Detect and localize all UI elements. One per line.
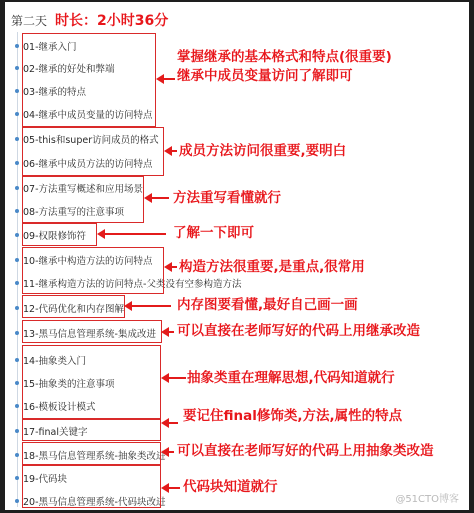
bullet-icon bbox=[15, 331, 19, 335]
outline-item[interactable] bbox=[15, 130, 159, 148]
outline-item-label: 10-继承中构造方法的访问特点 bbox=[23, 256, 153, 267]
outline-item[interactable] bbox=[15, 226, 86, 244]
outline-item-label: 20-黑马信息管理系统-代码块改进 bbox=[23, 497, 166, 508]
bullet-icon bbox=[15, 233, 19, 237]
bullet-icon bbox=[15, 404, 19, 408]
note-inheritance: 掌握继承的基本格式和特点(很重要) 继承中成员变量访问了解即可 bbox=[177, 49, 392, 84]
outline-item-label: 19-代码块 bbox=[23, 474, 68, 485]
outline-item[interactable] bbox=[15, 202, 124, 220]
bullet-icon bbox=[15, 306, 19, 310]
outline-item[interactable] bbox=[15, 446, 165, 464]
bullet-icon bbox=[15, 258, 19, 262]
note-final-keyword: 要记住final修饰类,方法,属性的特点 bbox=[183, 408, 403, 424]
outline-item[interactable] bbox=[15, 37, 77, 55]
day-label: 第二天 bbox=[11, 14, 48, 28]
arrow-left-icon bbox=[171, 266, 177, 268]
bullet-icon bbox=[15, 499, 19, 503]
note-inheritance-refactor: 可以直接在老师写好的代码上用继承改造 bbox=[177, 323, 420, 339]
note-memory-diagram: 内存图要看懂,最好自己画一画 bbox=[177, 297, 358, 313]
arrow-left-icon bbox=[168, 487, 180, 489]
outline-item-label: 08-方法重写的注意事项 bbox=[23, 207, 125, 218]
bullet-icon bbox=[15, 112, 19, 116]
outline-item-label: 13-黑马信息管理系统-集成改进 bbox=[23, 329, 156, 340]
page-title bbox=[11, 10, 168, 28]
arrow-left-icon bbox=[151, 197, 169, 199]
outline-item[interactable] bbox=[15, 397, 96, 415]
outline-item[interactable] bbox=[15, 179, 143, 197]
outline-item[interactable] bbox=[15, 422, 87, 440]
outline-item-label: 02-继承的好处和弊端 bbox=[23, 64, 115, 75]
bullet-icon bbox=[15, 381, 19, 385]
bullet-icon bbox=[15, 137, 19, 141]
note-member-methods: 成员方法访问很重要,要明白 bbox=[179, 143, 347, 159]
outline-item-label: 05-this和super访问成员的格式 bbox=[23, 135, 159, 146]
note-abstract-class: 抽象类重在理解思想,代码知道就行 bbox=[187, 370, 395, 386]
bullet-icon bbox=[15, 89, 19, 93]
outline-item[interactable] bbox=[15, 251, 153, 269]
note-constructor: 构造方法很重要,是重点,很常用 bbox=[179, 259, 365, 275]
outline-item[interactable] bbox=[15, 299, 124, 317]
outline-item[interactable] bbox=[15, 351, 86, 369]
outline-item[interactable] bbox=[15, 154, 153, 172]
outline-item[interactable] bbox=[15, 82, 86, 100]
outline-item-label: 16-模板设计模式 bbox=[23, 402, 96, 413]
bullet-icon bbox=[15, 453, 19, 457]
outline-item-label: 14-抽象类入门 bbox=[23, 356, 87, 367]
outline-item[interactable] bbox=[15, 324, 156, 342]
bullet-icon bbox=[15, 476, 19, 480]
outline-item[interactable] bbox=[15, 469, 67, 487]
arrow-left-icon bbox=[163, 78, 175, 80]
bullet-icon bbox=[15, 281, 19, 285]
notes-panel bbox=[5, 2, 469, 510]
note-access-modifier: 了解一下即可 bbox=[173, 225, 254, 241]
outline-item-label: 01-继承入门 bbox=[23, 42, 77, 53]
duration-label: 时长：2小时36分 bbox=[55, 13, 169, 29]
watermark-text: @51CTO博客 bbox=[395, 494, 459, 505]
note-abstract-refactor: 可以直接在老师写好的代码上用抽象类改造 bbox=[177, 443, 434, 459]
outline-item[interactable] bbox=[15, 374, 115, 392]
outline-item[interactable] bbox=[15, 59, 115, 77]
outline-item-label: 04-继承中成员变量的访问特点 bbox=[23, 110, 153, 121]
bullet-icon bbox=[15, 209, 19, 213]
arrow-left-icon bbox=[171, 150, 177, 152]
outline-item-label: 15-抽象类的注意事项 bbox=[23, 379, 115, 390]
outline-item[interactable] bbox=[15, 492, 165, 510]
bullet-icon bbox=[15, 358, 19, 362]
arrow-left-icon bbox=[168, 451, 174, 453]
outline-item-label: 06-继承中成员方法的访问特点 bbox=[23, 159, 153, 170]
outline-item[interactable] bbox=[15, 274, 241, 292]
outline-item-label: 11-继承构造方法的访问特点-父类没有空参构造方法 bbox=[23, 279, 242, 290]
bullet-icon bbox=[15, 186, 19, 190]
arrow-left-icon bbox=[168, 331, 174, 333]
arrow-left-icon bbox=[168, 422, 178, 424]
note-code-block: 代码块知道就行 bbox=[183, 479, 278, 495]
outline-item-label: 07-方法重写概述和应用场景 bbox=[23, 184, 144, 195]
bullet-icon bbox=[15, 429, 19, 433]
arrow-left-icon bbox=[168, 377, 186, 379]
outline-item-label: 17-final关键字 bbox=[23, 427, 88, 438]
outline-item-label: 12-代码优化和内存图解 bbox=[23, 304, 125, 315]
bullet-icon bbox=[15, 44, 19, 48]
arrow-left-icon bbox=[131, 305, 171, 307]
arrow-left-icon bbox=[104, 233, 166, 235]
outline-item-label: 09-权限修饰符 bbox=[23, 231, 87, 242]
outline-item-label: 18-黑马信息管理系统-抽象类改进 bbox=[23, 451, 166, 462]
outline-item-label: 03-继承的特点 bbox=[23, 87, 87, 98]
bullet-icon bbox=[15, 161, 19, 165]
note-method-override: 方法重写看懂就行 bbox=[173, 190, 281, 206]
bullet-icon bbox=[15, 66, 19, 70]
outline-item[interactable] bbox=[15, 105, 153, 123]
